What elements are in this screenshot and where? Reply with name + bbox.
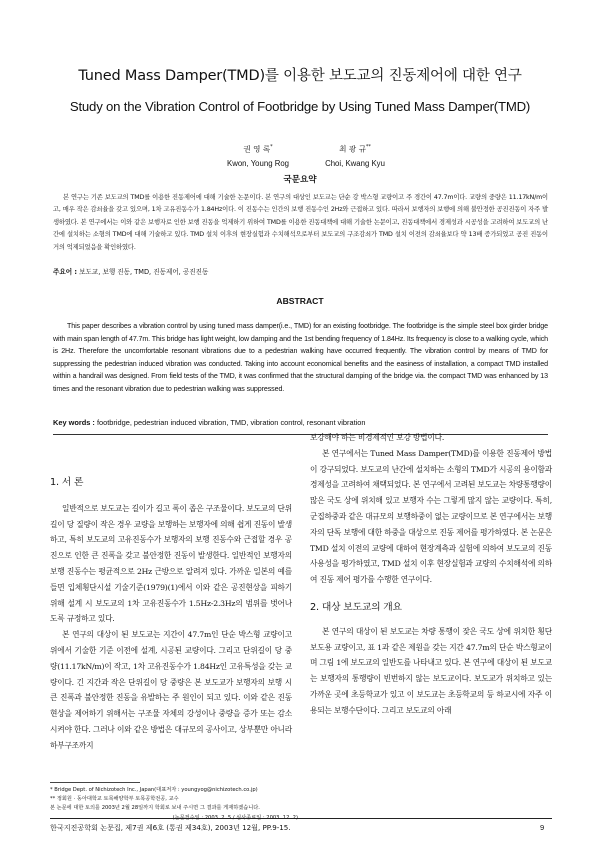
section-1-paragraph-1: 일반적으로 보도교는 길이가 길고 폭이 좁은 구조물이다. 보도교의 단위길이 당 질량이 작은 경우 교량을 보행하는 보행자에 의해 쉽게 진동이 발생하고, 특히 보도교의 고유진동수가 보행자의 보행 진동수와 근접할 경우 공진으로 인한 큰 진폭을 갖고 불안정한 진동이 발생한다. 일반적인 보행자의 보행 진동수는 평균적으로 2Hz 근방으로 알려져 있다. 가까운 일본의 예를 들면 입체횡단시설 기술기준(1979)(1)에서 이와 같은 공진현상을 피하기 위해 설계 시 보도교의 1차 고유진동수가 1.5Hz-2.3Hz의 범위를 벗어나도록 규정하고 있다.	[50, 503, 292, 624]
keywords-ko	[53, 266, 208, 276]
section-2-heading: 2. 대상 보도교의 개요	[310, 601, 402, 613]
keywords-ko-text: 보도교, 보행 진동, TMD, 진동제어, 공진진동	[79, 268, 209, 276]
keywords-ko-label: 주요어 :	[53, 268, 78, 276]
abstract-ko-text: 본 연구는 기존 보도교의 TMD를 이용한 진동제어에 대해 기술한 논문이다. 본 연구의 대상인 보도교는 단순 강 박스형 교량이고 주 경간이 47.7m이다. 교량의 중량은 11.17kN/m이고, 매우 작은 감쇠율을 갖고 있으며, 1차 고유진동수가 1.84Hz이다. 이 진동수는 인간의 보행 진동수인 2Hz와 근접하고 있다. 따라서 보행자의 보행에 의해 불안정한 공진진동이 자주 발생하였다. 본 연구에서는 이와 같은 보행자로 인한 보행 진동을 억제하기 위하여 TMD를 이용한 진동대책에 대해 기술한 논문이고, 진동대책에서 경제성과 시공성을 고려하여 보도교의 난간에 설치하는 소형의 TMD에 대해 기술하고 있다. TMD 설치 이후의 현장실험과 수치해석으로부터 보도교의 구조감쇠가 TMD 설치 이전의 감쇠율보다 약 13배 증가되었고 공진 진동이 거의 억제되었음을 확인하였다.	[53, 194, 548, 251]
right-paragraph-1: 보강해야 하는 비경제적인 보강 방법이다.	[310, 433, 445, 442]
right-column	[310, 430, 552, 719]
abstract-en	[53, 320, 548, 396]
keywords-en	[53, 418, 366, 427]
author-2-mark: **	[365, 144, 371, 150]
abstract-en-heading: ABSTRACT	[276, 296, 324, 306]
footnote-3: 본 논문에 대한 토의를 2003년 2월 28일까지 학회로 보내 주시면 그 결과를 게재하겠습니다.	[50, 805, 260, 812]
footer-rule	[50, 818, 552, 819]
footnote-2: ** 정회원 · 동아대학교 토목해양학부 토목공학전공, 교수	[50, 796, 179, 803]
section-1-paragraph-2: 본 연구의 대상이 된 보도교는 지간이 47.7m인 단순 박스형 교량이고 위에서 기술한 기준 이전에 설계, 시공된 교량이다. 그리고 단위길이 당 중량(11.17kN/m)이 작고, 1차 고유진동수가 1.84Hz인 고유특성을 갖는 교량이다. 긴 지간과 작은 단위길이 당 중량은 본 보도교가 보행자의 보행 시 큰 진폭과 불안정한 진동을 유발하는 주 원인이 되고 있다. 이와 같은 진동현상을 제어하기 위해서는 구조물 자체의 강성이나 중량을 증가 또는 감소 시켜야 한다. 그러나 이와 같은 방법은 대규모의 공사이고, 상부뿐만 아니라 하부구조까지	[50, 630, 292, 750]
abstract-ko	[53, 192, 548, 254]
keywords-en-text: footbridge, pedestrian induced vibration, TMD, vibration control, resonant vibration	[96, 418, 366, 427]
page-number: 9	[540, 823, 545, 832]
section-2-paragraph-1: 본 연구의 대상이 된 보도교는 차량 통행이 잦은 국도 상에 위치한 횡단보도용 교량이고, 표 1과 같은 제원을 갖는 지간 47.7m의 단순 박스형교이며 그림 1에 보도교의 일반도를 나타내고 있다. 본 연구에 대상이 된 보도교는 보행자의 통행량이 빈번하지 않는 보도교이다. 보도교가 위치하고 있는 가까운 곳에 초등학교가 있고 이 보도교는 초등학교의 등 하교시에 자주 이용되는 보행수단이다. 그리고 보도교의 아래	[310, 626, 552, 715]
right-paragraph-2: 본 연구에서는 Tuned Mass Damper(TMD)를 이용한 진동제어 방법이 강구되었다. 보도교의 난간에 설치하는 소형의 TMD가 시공의 용이함과 경제성을 고려하여 채택되었다. 본 연구에서 고려된 보도교는 차량통행량이 많은 국도 상에 위치해 있고 보행자 수는 그렇게 많지 않는 교량이다. 특히, 군집하중과 같은 대규모의 보행하중이 없는 교량이므로 본 연구에서는 보행자의 단독 보행에 대한 하중을 대상으로 진동 제어를 평가하였다. 본 논문은 TMD 설치 이전의 교량에 대하여 현장계측과 실험에 의하여 보도교의 진동 사용성을 평가하였고, TMD 설치 이후 현장실험과 교량의 수치해석에 의하여 진동 제어 평가를 수행한 연구이다.	[310, 448, 552, 585]
author-2-en: Choi, Kwang Kyu	[325, 158, 385, 168]
abstract-ko-heading: 국문요약	[283, 175, 317, 185]
author-2	[295, 140, 415, 171]
footnote-1: * Bridge Dept. of Nichizotech Inc., Japan(대표저자 : youngyog@nichizotech.co.jp)	[50, 787, 258, 793]
keywords-en-label: Key words :	[53, 418, 95, 427]
section-1-heading: 1. 서 론	[50, 477, 84, 488]
journal-citation: 한국지진공학회 논문집, 제7권 제6호 (통권 제34호), 2003년 12월, PP.9-15.	[50, 823, 291, 832]
author-1-ko: 권 영 록	[243, 144, 271, 154]
title-english: Study on the Vibration Control of Footbridge by Using Tuned Mass Damper(TMD)	[69, 99, 531, 114]
footnote-rule	[50, 782, 140, 783]
author-1-en: Kwon, Young Rog	[227, 158, 289, 168]
author-2-ko: 최 광 규	[339, 144, 366, 154]
title-korean: Tuned Mass Damper(TMD)를 이용한 보도교의 진동제어에 대한 연구	[78, 68, 522, 84]
left-column	[50, 475, 292, 754]
author-1-mark: *	[270, 144, 273, 150]
abstract-en-text: This paper describes a vibration control by using tuned mass damper(i.e., TMD) for an existing footbridge. The footbridge is the simple steel box girder bridge with main span length of 47.7m. This bridge has light weight, low damping and the 1st bending frequency of 1.84Hz. Its frequency is close to a walking cycle, which is 2Hz. Therefore the uncomfortable resonant vibrations due to a pedestrian walking have occurred frequently. The vibration control by means of TMD for suppressing the pedestrian induced vibration was conducted. Taking into account economical benefits and the easiness of installation, a compact TMD installed within a handrail was designed. From field tests of the TMD, it was confirmed that the structural damping of the bridge via. the compact TMD was enhanced by 13 times and the resonant vibration due to pedestrian walking was suppressed.	[53, 322, 548, 393]
